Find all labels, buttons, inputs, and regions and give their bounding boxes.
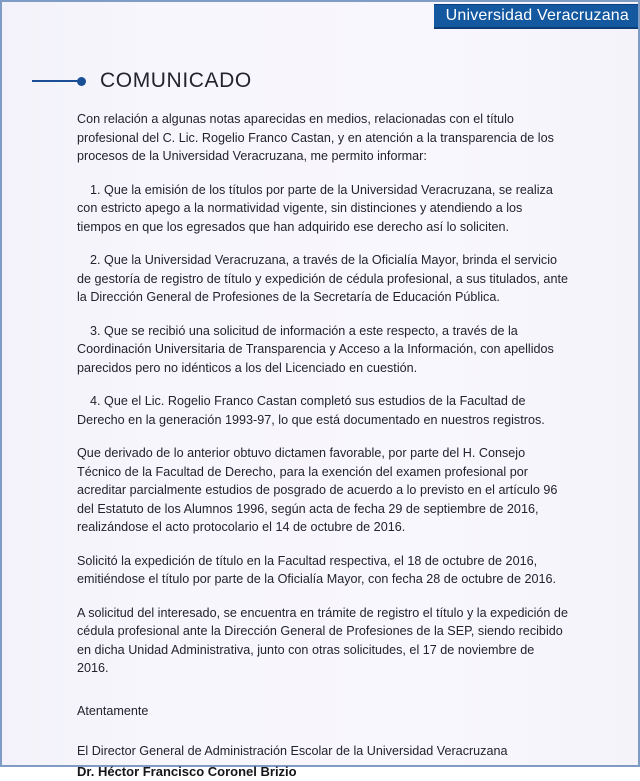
- signature-name: Dr. Héctor Francisco Coronel Brizio: [77, 762, 569, 781]
- brand-name: Universidad Veracruzana: [446, 8, 629, 24]
- numbered-item-2: 2. Que la Universidad Veracruzana, a través de la Oficialía Mayor, brinda el servicio de gestoría de registro de título y expedición de cédula profesional, a sus titulados, ante la Dirección General de Profesiones de la Secretaría de Educación Pública.: [77, 251, 569, 307]
- brand-banner: [434, 4, 638, 29]
- document-body: [77, 110, 569, 781]
- numbered-item-1: 1. Que la emisión de los títulos por parte de la Universidad Veracruzana, se realiza con estricto apego a la normatividad vigente, sin distinciones y atendiendo a los tiempos en que los egresados que han adquirido ese derecho así lo soliciten.: [77, 181, 569, 237]
- page-title-row: [32, 69, 608, 93]
- numbered-item-3: 3. Que se recibió una solicitud de información a este respecto, a través de la Coordinación Universitaria de Transparencia y Acceso a la Información, con apellidos parecidos pero no idénticos a los del Licenciado en cuestión.: [77, 322, 569, 378]
- paragraph-tramite: A solicitud del interesado, se encuentra en trámite de registro el título y la expedición de cédula profesional ante la Dirección General de Profesiones de la SEP, siendo recibido en dicha Unidad Administrativa, junto con otras solicitudes, el 17 de noviembre de 2016.: [77, 604, 569, 678]
- intro-paragraph: Con relación a algunas notas aparecidas en medios, relacionadas con el título profesional del C. Lic. Rogelio Franco Castan, y en atención a la transparencia de los procesos de la Universidad Veracruzana, me permito informar:: [77, 110, 569, 166]
- paragraph-expedicion: Solicitó la expedición de título en la Facultad respectiva, el 18 de octubre de 2016, emitiéndose el título por parte de la Oficialía Mayor, con fecha 28 de octubre de 2016.: [77, 552, 569, 589]
- bullet-dot-icon: [77, 77, 86, 86]
- signature-salutation: Atentamente: [77, 702, 569, 721]
- page-background: [2, 2, 638, 765]
- title-rule-icon: [32, 80, 78, 82]
- page-title: COMUNICADO: [100, 69, 252, 93]
- signature-role: El Director General de Administración Escolar de la Universidad Veracruzana: [77, 742, 569, 761]
- numbered-item-4: 4. Que el Lic. Rogelio Franco Castan completó sus estudios de la Facultad de Derecho en la generación 1993-97, lo que está documentado en nuestros registros.: [77, 392, 569, 429]
- paragraph-dictamen: Que derivado de lo anterior obtuvo dictamen favorable, por parte del H. Consejo Técnico de la Facultad de Derecho, para la exención del examen profesional por acreditar parcialmente estudios de posgrado de acuerdo a lo previsto en el artículo 96 del Estatuto de los Alumnos 1996, según acta de fecha 29 de septiembre de 2016, realizándose el acto protocolario el 14 de octubre de 2016.: [77, 444, 569, 537]
